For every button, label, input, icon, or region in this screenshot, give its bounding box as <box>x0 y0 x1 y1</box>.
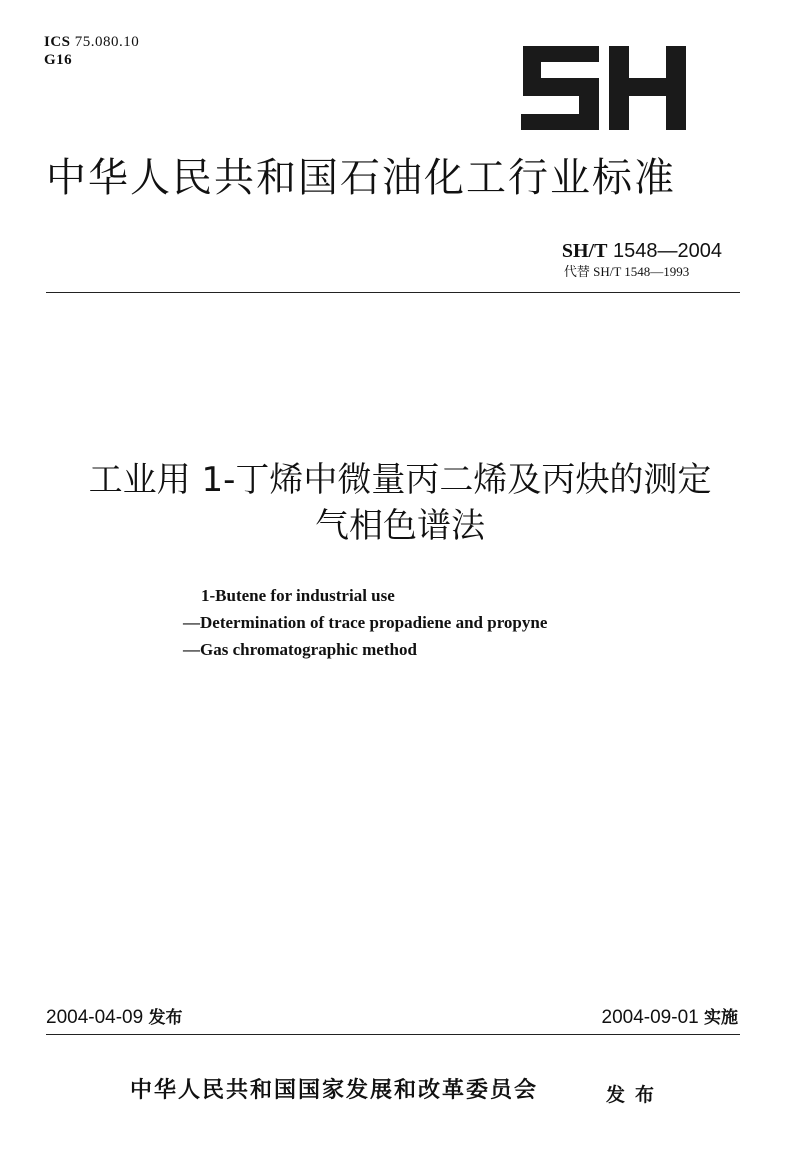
ics-line <box>44 33 139 51</box>
implement-date <box>602 1006 738 1030</box>
cn-title-line1: 工业用 1-丁烯中微量丙二烯及丙炔的测定 <box>88 460 712 500</box>
bottom-divider <box>46 1034 740 1035</box>
standard-number <box>562 239 722 263</box>
standard-code: 1548—2004 <box>613 240 722 262</box>
implement-label: 实施 <box>704 1008 738 1028</box>
en-title-line1: 1-Butene for industrial use <box>201 586 395 605</box>
standard-prefix: SH/T <box>561 240 608 262</box>
sh-logo-s <box>521 46 599 130</box>
release-date <box>46 1006 182 1030</box>
replaces-standard: 代替 SH/T 1548—1993 <box>563 264 690 279</box>
cn-title-line2: 气相色谱法 <box>315 506 485 546</box>
release-label: 发布 <box>148 1008 183 1028</box>
org-title: 中华人民共和国石油化工行业标准 <box>46 155 676 201</box>
ics-code: 75.080.10 <box>74 34 140 50</box>
en-title-line3: —Gas chromatographic method <box>183 640 417 659</box>
implement-date-value: 2004-09-01 <box>601 1007 699 1028</box>
issuer-name: 中华人民共和国国家发展和改革委员会 <box>130 1078 539 1103</box>
sh-logo <box>521 46 686 130</box>
release-date-value: 2004-04-09 <box>46 1007 144 1028</box>
en-title-line2: —Determination of trace propadiene and propyne <box>183 613 548 632</box>
category-code: G16 <box>44 52 73 68</box>
issuer-action: 发布 <box>606 1084 665 1106</box>
en-title <box>183 582 547 663</box>
top-divider <box>46 292 740 293</box>
ics-label: ICS <box>44 34 71 50</box>
standard-number-block <box>562 239 722 281</box>
sh-logo-h <box>609 46 686 130</box>
classification-block <box>44 33 139 69</box>
